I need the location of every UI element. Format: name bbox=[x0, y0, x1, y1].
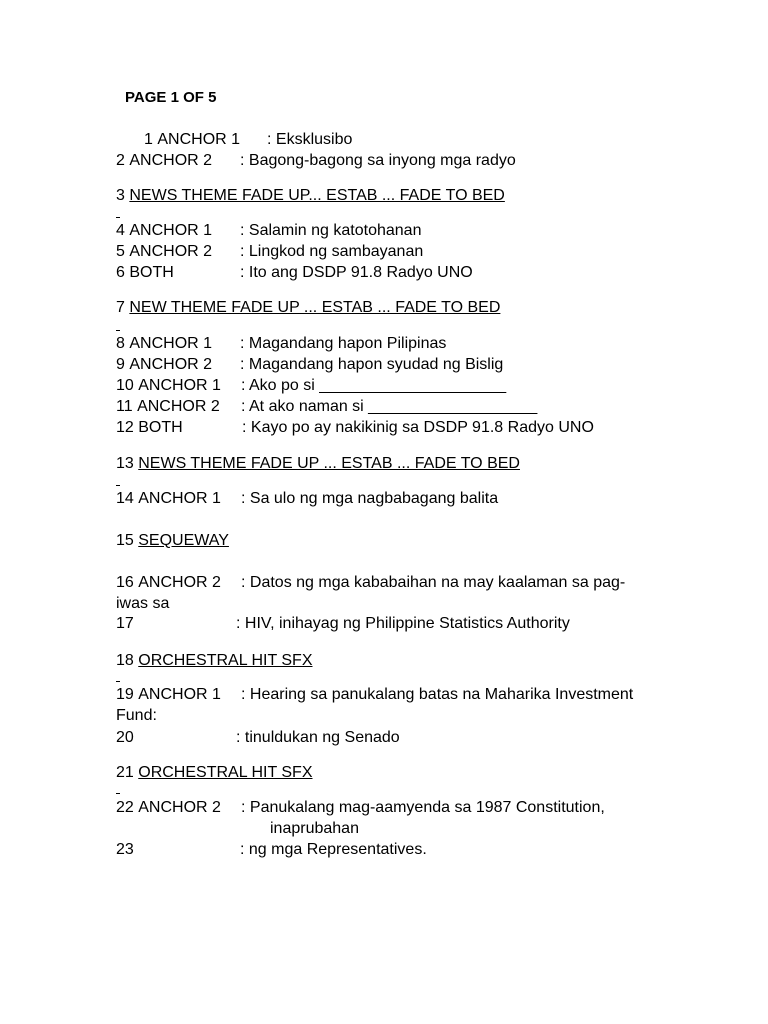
line-speaker: BOTH bbox=[138, 419, 183, 436]
script-line bbox=[116, 242, 424, 262]
line-number: 12 bbox=[116, 419, 134, 436]
script-line bbox=[116, 489, 499, 509]
line-number: 16 bbox=[116, 574, 134, 591]
cue-underline-mark bbox=[116, 485, 120, 486]
script-line bbox=[116, 334, 447, 354]
line-continuation: inaprubahan bbox=[270, 820, 359, 837]
production-cue: NEWS THEME FADE UP... ESTAB ... FADE TO BED bbox=[129, 187, 505, 204]
line-text: : Datos ng mga kababaihan na may kaalaman sa pag- bbox=[241, 574, 626, 591]
line-continuation: iwas sa bbox=[116, 595, 170, 612]
line-text: : HIV, inihayag ng Philippine Statistics Authority bbox=[236, 615, 570, 632]
line-text: : ng mga Representatives. bbox=[240, 841, 427, 858]
line-number: 5 bbox=[116, 243, 125, 260]
script-line bbox=[116, 355, 504, 375]
page-header: PAGE 1 OF 5 bbox=[125, 89, 217, 106]
line-text: : Hearing sa panukalang batas na Maharika Investment bbox=[241, 686, 634, 703]
cue-underline-mark bbox=[116, 217, 120, 218]
line-text: : Panukalang mag-aamyenda sa 1987 Constitution, bbox=[241, 799, 605, 816]
line-text: : Magandang hapon syudad ng Bislig bbox=[240, 356, 504, 373]
script-line bbox=[116, 151, 516, 171]
line-speaker: ANCHOR 2 bbox=[137, 398, 220, 415]
line-number: 4 bbox=[116, 222, 125, 239]
production-cue: NEW THEME FADE UP ... ESTAB ... FADE TO BED bbox=[129, 299, 501, 316]
line-speaker: ANCHOR 2 bbox=[129, 243, 213, 260]
script-line bbox=[116, 798, 605, 818]
line-number: 18 bbox=[116, 652, 134, 669]
line-number: 20 bbox=[116, 729, 134, 746]
line-text: : Ito ang DSDP 91.8 Radyo UNO bbox=[240, 264, 473, 281]
production-cue: NEWS THEME FADE UP ... ESTAB ... FADE TO BED bbox=[138, 455, 520, 472]
line-text: : tinuldukan ng Senado bbox=[236, 729, 400, 746]
line-number: 10 bbox=[116, 377, 134, 394]
script-line bbox=[116, 685, 634, 705]
script-line bbox=[116, 614, 570, 634]
line-speaker: ANCHOR 1 bbox=[138, 377, 221, 394]
line-number: 15 bbox=[116, 532, 134, 549]
line-text: : Bagong-bagong sa inyong mga radyo bbox=[240, 152, 516, 169]
script-cue-line bbox=[116, 186, 505, 206]
line-speaker: ANCHOR 1 bbox=[129, 222, 213, 239]
script-line bbox=[116, 418, 594, 438]
script-line bbox=[116, 573, 626, 593]
line-text: : At ako naman si ___________________ bbox=[241, 398, 538, 415]
line-speaker: BOTH bbox=[129, 264, 174, 281]
script-line bbox=[116, 840, 427, 860]
script-line bbox=[116, 397, 538, 417]
cue-underline-mark bbox=[116, 330, 120, 331]
line-text: : Sa ulo ng mga nagbabagang balita bbox=[241, 490, 499, 507]
line-number: 11 bbox=[116, 398, 133, 415]
script-cue-line bbox=[116, 651, 313, 671]
line-number: 7 bbox=[116, 299, 125, 316]
line-text: : Lingkod ng sambayanan bbox=[240, 243, 424, 260]
line-speaker: ANCHOR 1 bbox=[138, 686, 221, 703]
script-line bbox=[116, 728, 400, 748]
production-cue: ORCHESTRAL HIT SFX bbox=[138, 764, 313, 781]
line-speaker: ANCHOR 2 bbox=[138, 799, 221, 816]
line-continuation: Fund: bbox=[116, 707, 157, 724]
line-number: 2 bbox=[116, 152, 125, 169]
script-line bbox=[116, 221, 422, 241]
line-number: 1 bbox=[144, 131, 153, 148]
line-speaker: ANCHOR 2 bbox=[129, 356, 213, 373]
cue-underline-mark bbox=[116, 793, 120, 794]
line-number: 3 bbox=[116, 187, 125, 204]
line-number: 22 bbox=[116, 799, 134, 816]
script-cue-line bbox=[116, 531, 229, 551]
line-text: : Magandang hapon Pilipinas bbox=[240, 335, 447, 352]
script-cue-line bbox=[116, 298, 500, 318]
line-speaker: ANCHOR 1 bbox=[157, 131, 241, 148]
line-speaker: ANCHOR 2 bbox=[129, 152, 213, 169]
line-number: 9 bbox=[116, 356, 125, 373]
cue-underline-mark bbox=[116, 681, 120, 682]
line-text: : Kayo po ay nakikinig sa DSDP 91.8 Radyo UNO bbox=[242, 419, 594, 436]
script-line bbox=[116, 376, 507, 396]
line-number: 19 bbox=[116, 686, 134, 703]
line-number: 21 bbox=[116, 764, 134, 781]
line-speaker: ANCHOR 1 bbox=[129, 335, 213, 352]
line-number: 13 bbox=[116, 455, 134, 472]
line-number: 8 bbox=[116, 335, 125, 352]
line-text: : Ako po si _____________________ bbox=[241, 377, 507, 394]
script-cue-line bbox=[116, 763, 313, 783]
script-cue-line bbox=[116, 454, 520, 474]
line-number: 6 bbox=[116, 264, 125, 281]
line-text: : Eksklusibo bbox=[267, 131, 353, 148]
production-cue: SEQUEWAY bbox=[138, 532, 229, 549]
line-speaker: ANCHOR 2 bbox=[138, 574, 221, 591]
line-number: 17 bbox=[116, 615, 134, 632]
script-line bbox=[116, 263, 473, 283]
line-number: 14 bbox=[116, 490, 134, 507]
script-line bbox=[144, 130, 353, 150]
production-cue: ORCHESTRAL HIT SFX bbox=[138, 652, 313, 669]
line-speaker: ANCHOR 1 bbox=[138, 490, 221, 507]
line-number: 23 bbox=[116, 841, 134, 858]
line-text: : Salamin ng katotohanan bbox=[240, 222, 422, 239]
